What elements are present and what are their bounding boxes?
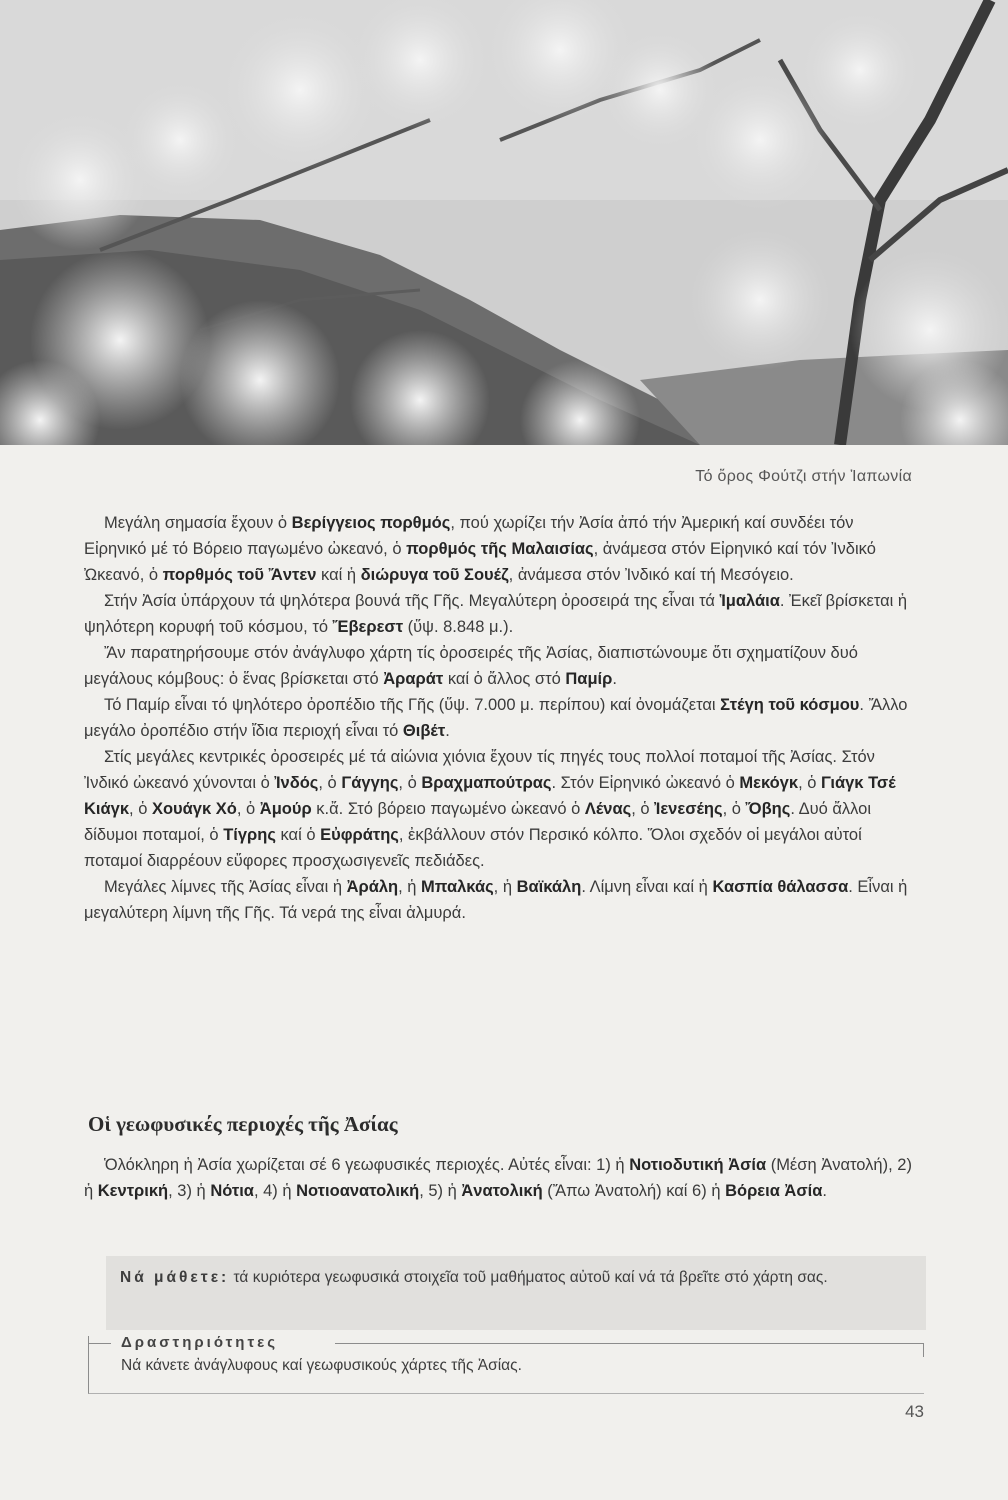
text-run: , ἐκβάλλουν στόν Περσικό κόλπο. Ὅλοι σχεδόν οἱ μεγάλοι αὐτοί ποταμοί διαρρέουν εὔφορες προσχωσιγενεῖς πεδιάδες. [84, 826, 862, 870]
bold-term: Γιάγκ Τσέ Κιάγκ [84, 774, 896, 818]
text-run: κ.ἄ. Στό βόρειο παγωμένο ὠκεανό ὁ [311, 800, 585, 818]
learn-box [106, 1256, 926, 1330]
paragraph [84, 510, 916, 588]
bold-term: Βόρεια Ἀσία [725, 1182, 823, 1200]
paragraph [84, 874, 916, 926]
text-run: καί ὁ ἄλλος στό [443, 670, 566, 688]
text-run: . [445, 722, 450, 740]
bold-term: Τίγρης [223, 826, 276, 844]
bold-term: Ὄβης [745, 800, 791, 818]
text-run: , ὁ [236, 800, 260, 818]
section-heading: Οἱ γεωφυσικές περιοχές τῆς Ἀσίας [88, 1112, 398, 1136]
bold-term: Ἰνδός [274, 774, 319, 792]
text-run: , ὁ [722, 800, 746, 818]
text-run: Μεγάλες λίμνες τῆς Ἀσίας εἶναι ἡ [104, 878, 347, 896]
box-border [335, 1343, 924, 1344]
bold-term: Ἀράλη [346, 878, 399, 896]
text-run: (Ἄπω Ἀνατολή) καί 6) ἡ [542, 1182, 726, 1200]
text-run: . Λίμνη εἶναι καί ἡ [581, 878, 713, 896]
bold-term: Νοτιοανατολική [296, 1182, 420, 1200]
activity-text: Νά κάνετε ἀνάγλυφους καί γεωφυσικούς χάρτες τῆς Ἀσίας. [121, 1357, 522, 1374]
bold-term: Ἀμούρ [259, 800, 312, 818]
photo-caption: Τό ὄρος Φούτζι στήν Ἰαπωνία [695, 468, 912, 485]
text-run: , 4) ἡ [253, 1182, 297, 1200]
bold-term: Νότια [210, 1182, 254, 1200]
text-run: Ὁλόκληρη ἡ Ἀσία χωρίζεται σέ 6 γεωφυσικές περιοχές. Αὐτές εἶναι: 1) ἡ [104, 1156, 630, 1174]
paragraph [84, 588, 916, 640]
bold-term: Βραχμαπούτρας [421, 774, 552, 792]
text-run: . [822, 1182, 827, 1200]
bold-term: Παμίρ [565, 670, 613, 688]
box-border [89, 1343, 111, 1344]
text-run: , ὁ [631, 800, 655, 818]
text-run: Τό Παμίρ εἶναι τό ψηλότερο ὀροπέδιο τῆς Γῆς (ὕψ. 7.000 μ. περίπου) καί ὀνομάζεται [104, 696, 721, 714]
text-run: , ὁ [398, 774, 422, 792]
mount-fuji-photo [0, 0, 1008, 445]
bold-term: Κασπία θάλασσα [712, 878, 849, 896]
section-text [84, 1152, 920, 1204]
text-run: , ἀνάμεσα στόν Ἰνδικό καί τή Μεσόγειο. [508, 566, 794, 584]
bold-term: διώρυγα τοῦ Σουέζ [360, 566, 509, 584]
text-run: . Εἶναι ἡ μεγαλύτερη λίμνη τῆς Γῆς. Τά νερά της εἶναι ἁλμυρά. [84, 878, 908, 922]
paragraph [84, 1152, 920, 1204]
box-border [923, 1343, 924, 1357]
bold-term: Θιβέτ [402, 722, 446, 740]
bold-term: Ἀραράτ [383, 670, 444, 688]
text-run: (ὕψ. 8.848 μ.). [403, 618, 514, 636]
paragraph [84, 640, 916, 692]
text-run: , ἡ [493, 878, 517, 896]
text-run: Μεγάλη σημασία ἔχουν ὁ [104, 514, 292, 532]
bold-term: Μεκόγκ [739, 774, 799, 792]
bold-term: Λένας [584, 800, 632, 818]
bold-term: Βερίγγειος πορθμός [291, 514, 451, 532]
bold-term: Ἰενεσέης [654, 800, 723, 818]
text-run: Στήν Ἀσία ὑπάρχουν τά ψηλότερα βουνά τῆς Γῆς. Μεγαλύτερη ὀροσειρά της εἶναι τά [104, 592, 720, 610]
text-run: , 5) ἡ [419, 1182, 462, 1200]
text-run: , ὁ [129, 800, 152, 818]
text-run: . Ἄλλο μεγάλο ὀροπέδιο στήν ἴδια περιοχή εἶναι τό [84, 696, 908, 740]
text-run: (Μέση Ἀνατολή), 2) ἡ [84, 1156, 912, 1200]
bold-term: πορθμός τοῦ Ἄντεν [162, 566, 317, 584]
paragraph [84, 744, 916, 874]
bold-term: Στέγη τοῦ κόσμου [720, 696, 860, 714]
activity-box [88, 1336, 924, 1394]
text-run: , 3) ἡ [168, 1182, 211, 1200]
text-run: Ἄν παρατηρήσουμε στόν ἀνάγλυφο χάρτη τίς ὀροσειρές τῆς Ἀσίας, διαπιστώνουμε ὅτι σχηματίζουν δυό μεγάλους κόμβους: ὁ ἕνας βρίσκεται στό [84, 644, 858, 688]
bold-term: πορθμός τῆς Μαλαισίας [406, 540, 594, 558]
bold-term: Νοτιοδυτική Ἀσία [629, 1156, 767, 1174]
text-run: , πού χωρίζει τήν Ἀσία ἀπό τήν Ἀμερική καί συνδέει τόν Εἰρηνικό μέ τό Βόρειο παγωμένο ὠκεανό, ὁ [84, 514, 854, 558]
text-run: , ὁ [318, 774, 342, 792]
text-run: καί ἡ [316, 566, 361, 584]
bold-term: Κεντρική [97, 1182, 169, 1200]
learn-label: Νά μάθετε: [120, 1269, 230, 1286]
text-run: , ἀνάμεσα στόν Εἰρηνικό καί τόν Ἰνδικό Ὠκεανό, ὁ [84, 540, 876, 584]
bold-term: Εὐφράτης [320, 826, 399, 844]
main-text [84, 510, 916, 926]
bold-term: Ἀνατολική [461, 1182, 543, 1200]
text-run: Στίς μεγάλες κεντρικές ὀροσειρές μέ τά αἰώνια χιόνια ἔχουν τίς πηγές τους πολλοί ποταμοί τῆς Ἀσίας. Στόν Ἰνδικό ὠκεανό χύνονται ὁ [84, 748, 875, 792]
text-run: . Στόν Εἰρηνικό ὠκεανό ὁ [551, 774, 740, 792]
text-run: . [612, 670, 617, 688]
learn-text: τά κυριότερα γεωφυσικά στοιχεῖα τοῦ μαθήματος αὐτοῦ καί νά τά βρεῖτε στό χάρτη σας. [229, 1269, 828, 1286]
text-run: , ὁ [798, 774, 821, 792]
text-run: . Δυό ἄλλοι δίδυμοι ποταμοί, ὁ [84, 800, 872, 844]
text-run: . Ἐκεῖ βρίσκεται ἡ ψηλότερη κορυφή τοῦ κόσμου, τό [84, 592, 908, 636]
bold-term: Ἱμαλάια [719, 592, 780, 610]
bold-term: Ἔβερεστ [332, 618, 404, 636]
bold-term: Μπαλκάς [421, 878, 494, 896]
activity-title: Δραστηριότητες [121, 1334, 279, 1351]
bold-term: Βαϊκάλη [516, 878, 582, 896]
page-number: 43 [905, 1402, 924, 1421]
bold-term: Χουάγκ Χό [151, 800, 237, 818]
blossom-landscape-image [0, 0, 1008, 445]
text-run: καί ὁ [275, 826, 321, 844]
bold-term: Γάγγης [341, 774, 399, 792]
text-run: , ἡ [398, 878, 422, 896]
paragraph [84, 692, 916, 744]
